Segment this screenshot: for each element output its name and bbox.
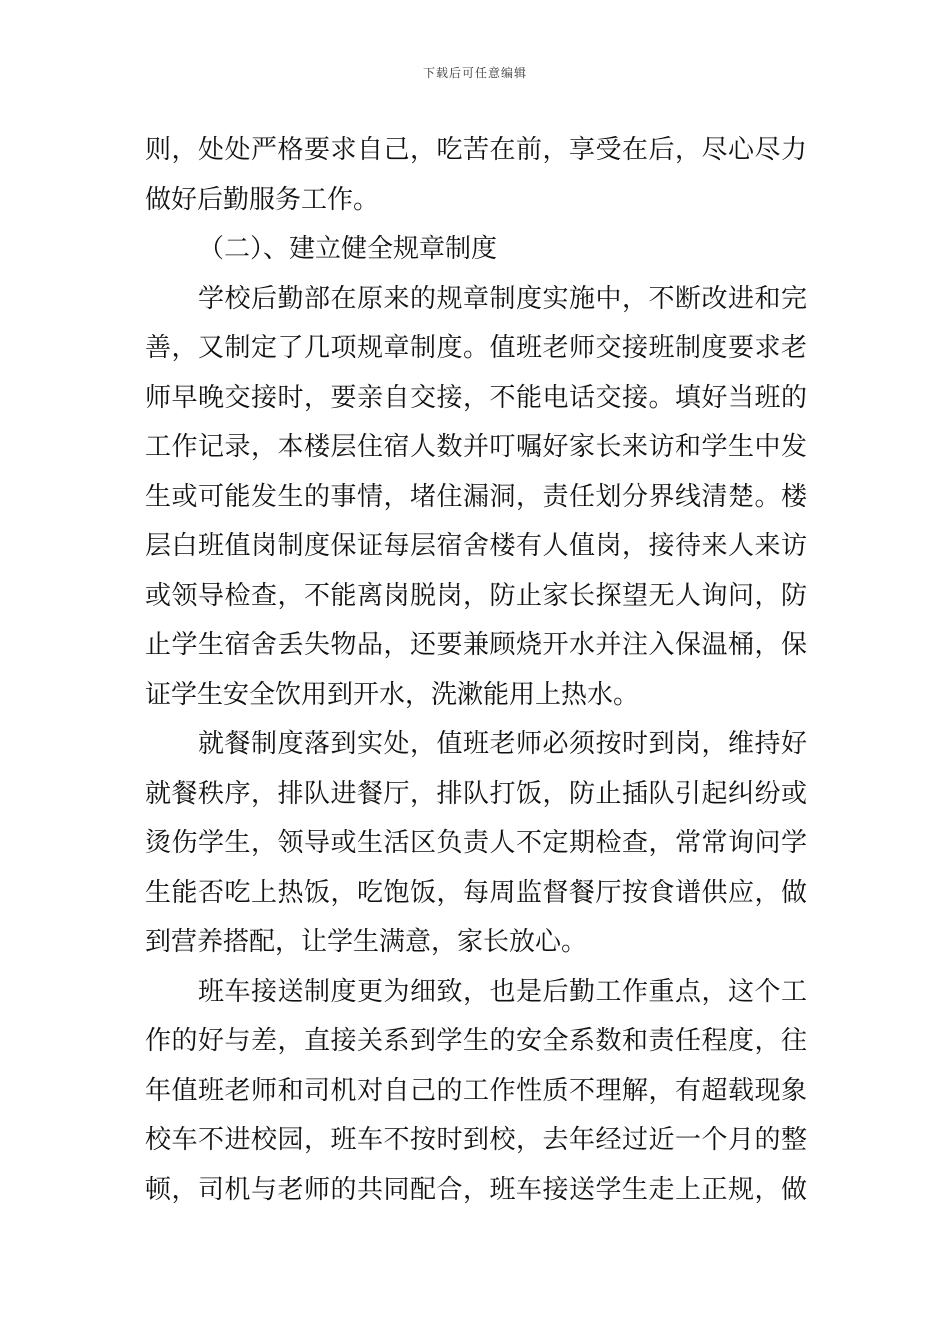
text-line: 做好后勤服务工作。: [145, 184, 380, 215]
page-header: 下载后可任意编辑: [422, 66, 527, 80]
text-line: 则，处处严格要求自己，吃苦在前，享受在后，尽心尽力: [145, 135, 807, 165]
text-line: 师早晚交接时，要亲自交接，不能电话交接。填好当班的: [145, 382, 807, 413]
text-line: 或领导检查，不能离岗脱岗，防止家长探望无人询问，防: [145, 580, 807, 611]
text-line: 校车不进校园，班车不按时到校，去年经过近一个月的整: [145, 1125, 807, 1155]
text-line: 证学生安全饮用到开水，洗漱能用上热水。: [145, 679, 640, 710]
text-line: 到营养搭配，让学生满意，家长放心。: [145, 927, 588, 957]
text-line: 就餐制度落到实处，值班老师必须按时到岗，维持好: [198, 729, 807, 759]
document-body: [145, 126, 807, 1215]
text-line: 学校后勤部在原来的规章制度实施中，不断改进和完: [198, 283, 807, 314]
text-line: 作的好与差，直接关系到学生的安全系数和责任程度，往: [145, 1026, 807, 1056]
text-line: 班车接送制度更为细致，也是后勤工作重点，这个工: [198, 976, 807, 1007]
text-line: 善，又制定了几项规章制度。值班老师交接班制度要求老: [145, 333, 807, 363]
text-line: 生或可能发生的事情，堵住漏洞，责任划分界线清楚。楼: [145, 481, 807, 512]
text-line: 工作记录，本楼层住宿人数并叮嘱好家长来访和学生中发: [145, 432, 807, 462]
text-line: 止学生宿舍丢失物品，还要兼顾烧开水并注入保温桶，保: [145, 630, 807, 660]
text-line: 生能否吃上热饭，吃饱饭，每周监督餐厅按食谱供应，做: [145, 877, 807, 908]
text-line: 烫伤学生，领导或生活区负责人不定期检查，常常询问学: [145, 828, 807, 858]
text-line: （二）、建立健全规章制度: [198, 234, 498, 264]
text-line: 年值班老师和司机对自己的工作性质不理解，有超载现象: [145, 1075, 807, 1106]
text-line: 层白班值岗制度保证每层宿舍楼有人值岗，接待来人来访: [145, 531, 807, 561]
text-line: 就餐秩序，排队进餐厅，排队打饭，防止插队引起纠纷或: [145, 778, 807, 809]
text-line: 顿，司机与老师的共同配合，班车接送学生走上正规，做: [145, 1174, 807, 1205]
